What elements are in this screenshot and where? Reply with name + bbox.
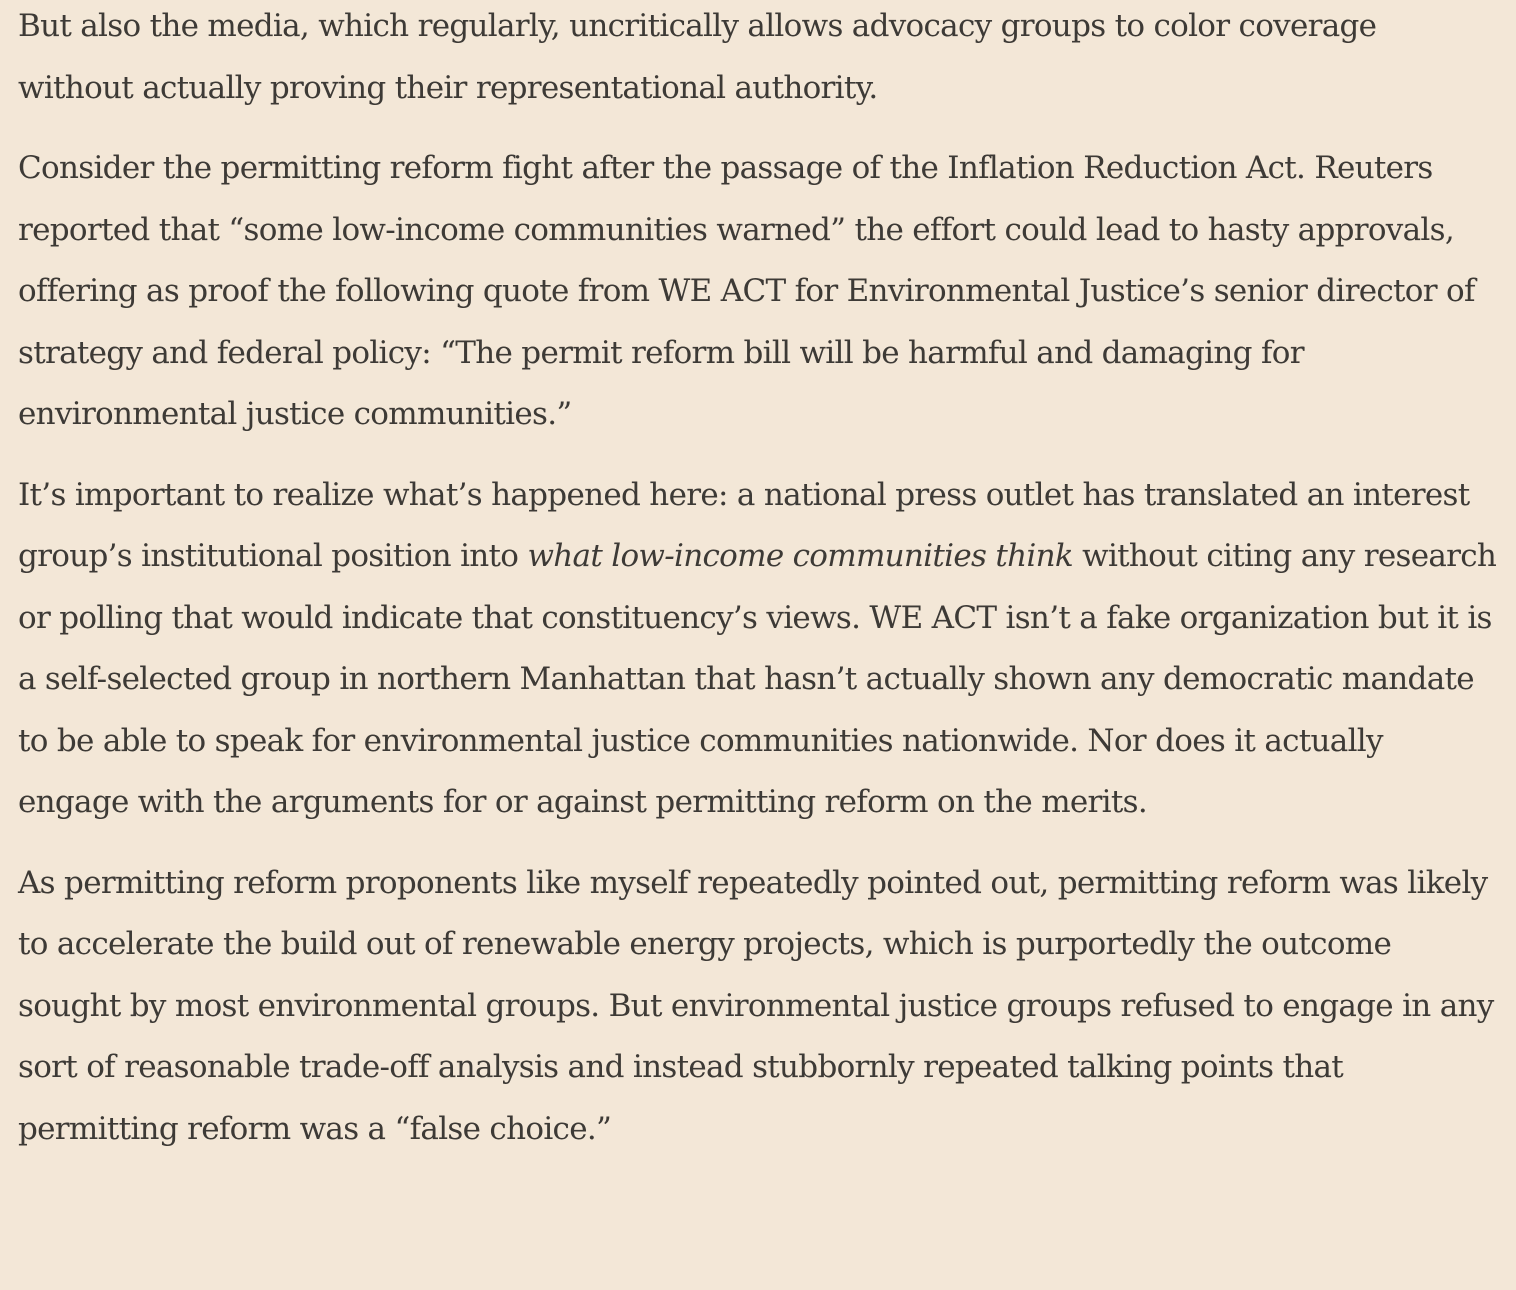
paragraph-text-before-emphasis: It’s important to realize what’s happened here: a national press outlet has translated an interest group’s institutional position into	[18, 476, 1470, 574]
emphasized-phrase: what low-income communities think	[527, 538, 1073, 574]
paragraph-national-press-outlet	[18, 465, 1498, 834]
paragraph-text-after-emphasis: without citing any research or polling that would indicate that constituency’s views. WE ACT isn’t a fake organization but it is a self-selected group in northern Manhattan that hasn’t actually shown any democratic mandate to be able to speak for environmental justice communities nationwide. Nor does it actually engage with the arguments for or against permitting reform on the merits.	[18, 538, 1497, 820]
paragraph-renewable-energy-projects: As permitting reform proponents like myself repeatedly pointed out, permitting reform was likely to accelerate the build out of renewable energy projects, which is purportedly the outcome sought by most environmental groups. But environmental justice groups refused to engage in any sort of reasonable trade-off analysis and instead stubbornly repeated talking points that permitting reform was a “false choice.”	[18, 864, 1494, 1147]
paragraph-permitting-reform-fight: Consider the permitting reform fight after the passage of the Inflation Reduction Act. Reuters reported that “some low-income communities warned” the effort could lead to hasty approvals, offering as proof the following quote from WE ACT for Environmental Justice’s senior director of strategy and federal policy: “The permit reform bill will be harmful and damaging for environmental justice communities.”	[18, 150, 1475, 432]
paragraph-media-coverage: But also the media, which regularly, uncritically allows advocacy groups to color coverage without actually proving their representational authority.	[18, 8, 1377, 106]
